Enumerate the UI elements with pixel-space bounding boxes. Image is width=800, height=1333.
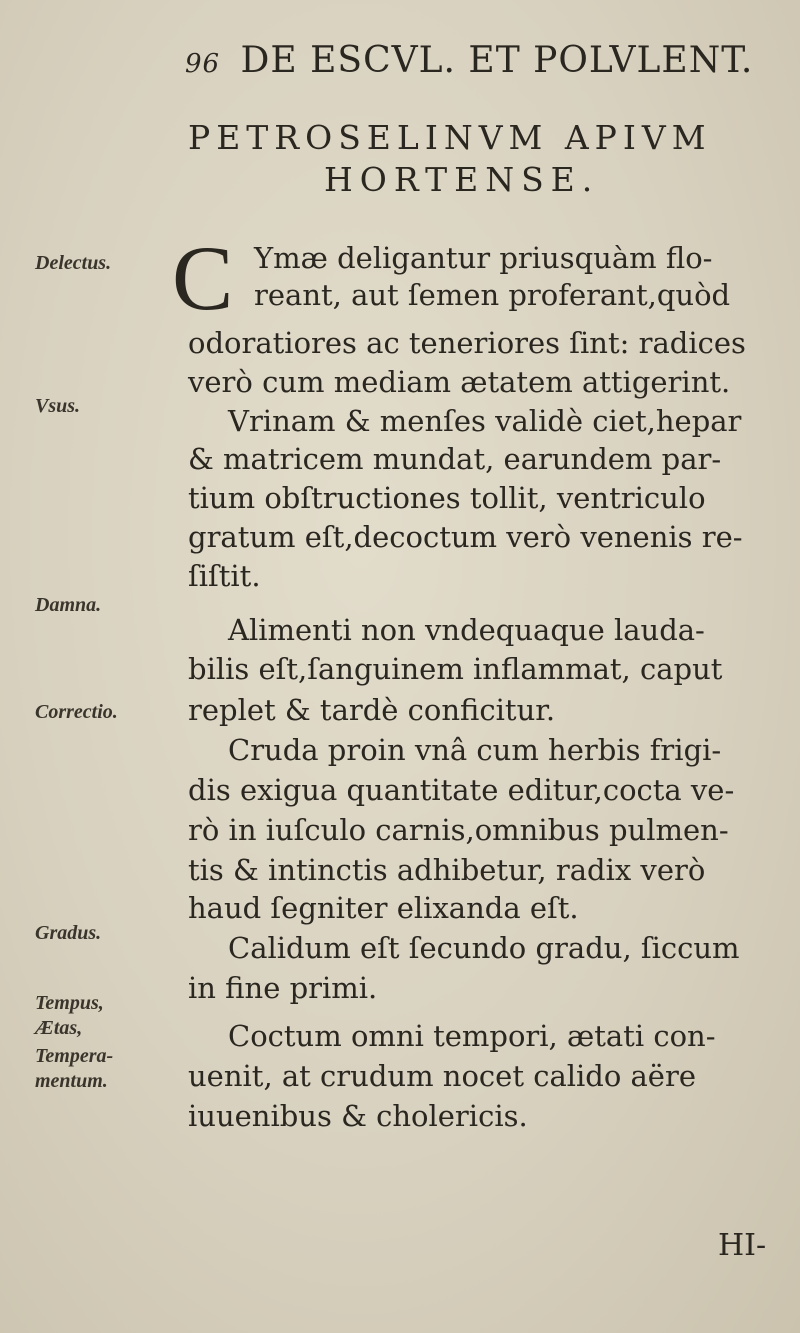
- text-line: dis exigua quantitate editur,cocta ve-: [188, 773, 735, 807]
- drop-cap: C: [172, 227, 234, 329]
- margin-note-delectus: Delectus.: [35, 252, 112, 274]
- margin-note-aetas: Ætas,: [35, 1017, 83, 1039]
- running-title: DE ESCVL. ET POLVLENT.: [240, 40, 754, 81]
- text-line: Calidum eſt ſecundo gradu, ſiccum: [228, 931, 740, 965]
- margin-note-gradus: Gradus.: [35, 922, 102, 944]
- text-line: Ymæ deligantur priusquàm flo-: [254, 241, 713, 275]
- text-line: reant, aut ſemen proferant,quòd: [254, 278, 731, 312]
- text-line: Coctum omni tempori, ætati con-: [228, 1019, 716, 1053]
- text-line: tium obſtructiones tollit, ventriculo: [188, 481, 706, 515]
- text-line: odoratiores ac teneriores ſint: radices: [188, 326, 746, 360]
- running-header: [185, 40, 785, 81]
- text-line: tis & intinctis adhibetur, radix verò: [188, 853, 706, 887]
- margin-note-mentum: mentum.: [35, 1070, 108, 1092]
- text-line: gratum eſt,decoctum verò venenis re-: [188, 520, 743, 554]
- text-line: verò cum mediam ætatem attigerint.: [188, 365, 731, 399]
- margin-note-usus: Vsus.: [35, 395, 81, 417]
- text-line: ſiſtit.: [188, 559, 261, 593]
- catchword: HI-: [718, 1228, 767, 1263]
- text-line: uenit, at crudum nocet calido aëre: [188, 1059, 696, 1093]
- text-line: Alimenti non vndequaque lauda-: [228, 613, 705, 647]
- text-line: & matricem mundat, earundem par-: [188, 442, 722, 476]
- section-title-line-2: HORTENSE.: [324, 160, 600, 199]
- text-line: haud ſegniter elixanda eſt.: [188, 891, 579, 925]
- text-line: Vrinam & menſes validè ciet,hepar: [228, 404, 742, 438]
- margin-note-correctio: Correctio.: [35, 701, 118, 723]
- section-title-line-1: PETROSELINVM APIVM: [188, 118, 712, 157]
- text-line: Cruda proin vnâ cum herbis frigi-: [228, 733, 722, 767]
- page-number: 96: [185, 49, 221, 79]
- text-line: in fine primi.: [188, 971, 378, 1005]
- text-line: iuuenibus & cholericis.: [188, 1099, 528, 1133]
- margin-note-tempus: Tempus,: [35, 992, 104, 1014]
- text-line: rò in iuſculo carnis,omnibus pulmen-: [188, 813, 729, 847]
- text-line: replet & tardè conficitur.: [188, 693, 556, 727]
- text-line: bilis eſt,ſanguinem inflammat, caput: [188, 652, 723, 686]
- margin-note-tempera: Tempera-: [35, 1045, 114, 1067]
- margin-note-damna: Damna.: [35, 594, 102, 616]
